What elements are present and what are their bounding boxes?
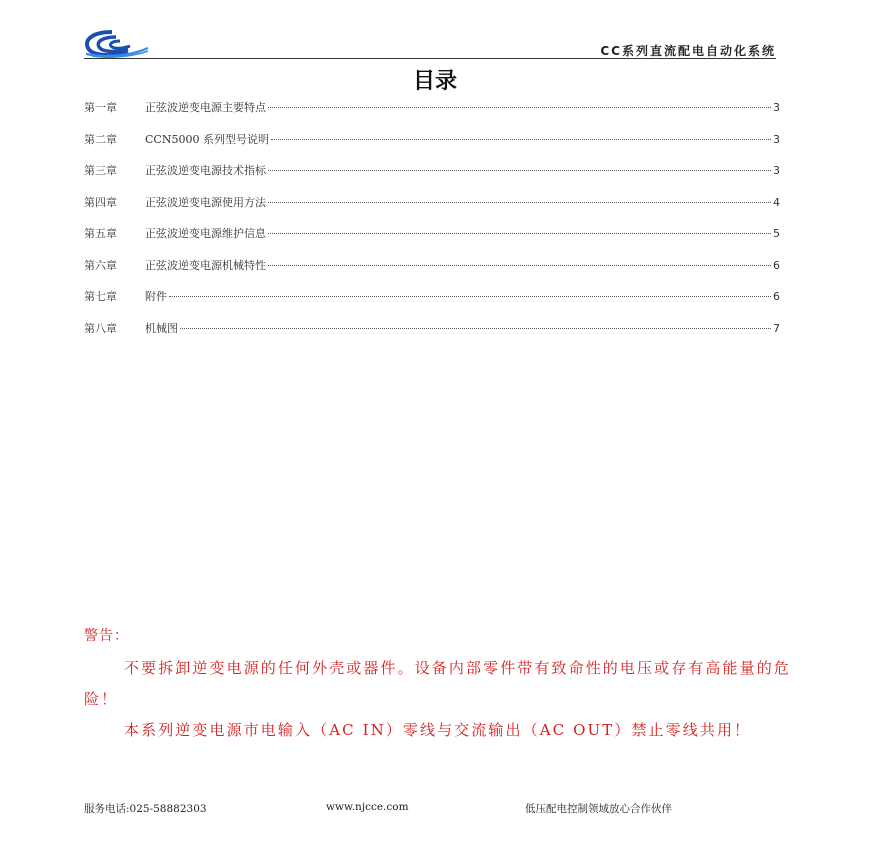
toc-entry[interactable] [84, 288, 780, 320]
toc-leader-dots [180, 328, 771, 329]
toc-leader-dots [169, 296, 771, 297]
header-title: CC系列直流配电自动化系统 [600, 44, 776, 58]
warning-paragraph: 本系列逆变电源市电输入（AC IN）零线与交流输出（AC OUT）禁止零线共用！ [124, 721, 752, 739]
toc-page-number: 4 [773, 195, 780, 209]
toc-entry-title: 正弦波逆变电源主要特点 [145, 101, 266, 114]
toc-page-number: 6 [773, 258, 780, 272]
toc-entry[interactable] [84, 162, 780, 194]
company-logo-icon [82, 28, 150, 58]
toc-entry-title: 正弦波逆变电源机械特性 [145, 258, 266, 272]
toc-entry-title: 正弦波逆变电源使用方法 [145, 195, 266, 209]
footer-service-phone: 服务电话:025-58882303 [84, 803, 207, 815]
toc-leader-dots [271, 139, 771, 140]
warning-section [84, 625, 794, 746]
toc-entry[interactable] [84, 131, 780, 163]
toc-leader-dots [268, 170, 771, 171]
toc-entry[interactable] [84, 320, 780, 352]
toc-entry[interactable] [84, 225, 780, 257]
toc-entry-title: 正弦波逆变电源维护信息 [145, 227, 266, 240]
toc-leader-dots [268, 233, 771, 234]
toc-leader-dots [268, 107, 771, 108]
toc-chapter-label: 第三章 [84, 164, 117, 177]
footer-slogan: 低压配电控制领域放心合作伙伴 [525, 803, 672, 815]
toc-chapter-label: 第二章 [84, 132, 117, 146]
toc-entry-title: CCN5000 系列型号说明 [145, 132, 269, 146]
toc-page-number: 7 [773, 321, 780, 335]
toc-entry[interactable] [84, 257, 780, 289]
header-divider [84, 58, 776, 59]
toc-entry-title: 正弦波逆变电源技术指标 [145, 164, 266, 177]
warning-paragraph: 不要拆卸逆变电源的任何外壳或器件。设备内部零件带有致命性的电压或存有高能量的危险！ [84, 659, 791, 708]
toc-entry-title: 机械图 [145, 321, 178, 335]
toc-entry[interactable] [84, 99, 780, 131]
toc-chapter-label: 第六章 [84, 258, 117, 272]
toc-page-number: 3 [773, 164, 780, 177]
toc-leader-dots [268, 265, 771, 266]
toc-page-number: 3 [773, 132, 780, 146]
toc-chapter-label: 第五章 [84, 227, 117, 240]
toc-chapter-label: 第八章 [84, 321, 117, 335]
toc-entry[interactable] [84, 194, 780, 226]
toc-leader-dots [268, 202, 771, 203]
warning-label: 警告： [84, 628, 129, 644]
toc-chapter-label: 第四章 [84, 195, 117, 209]
toc-page-number: 6 [773, 290, 780, 303]
toc-page-number: 5 [773, 227, 780, 240]
toc-chapter-label: 第一章 [84, 101, 117, 114]
table-of-contents [84, 99, 780, 351]
toc-page-number: 3 [773, 101, 780, 114]
toc-chapter-label: 第七章 [84, 290, 117, 303]
footer-website-link[interactable]: www.njcce.com [326, 801, 409, 813]
toc-entry-title: 附件 [145, 290, 167, 303]
toc-title: 目录 [412, 69, 457, 94]
